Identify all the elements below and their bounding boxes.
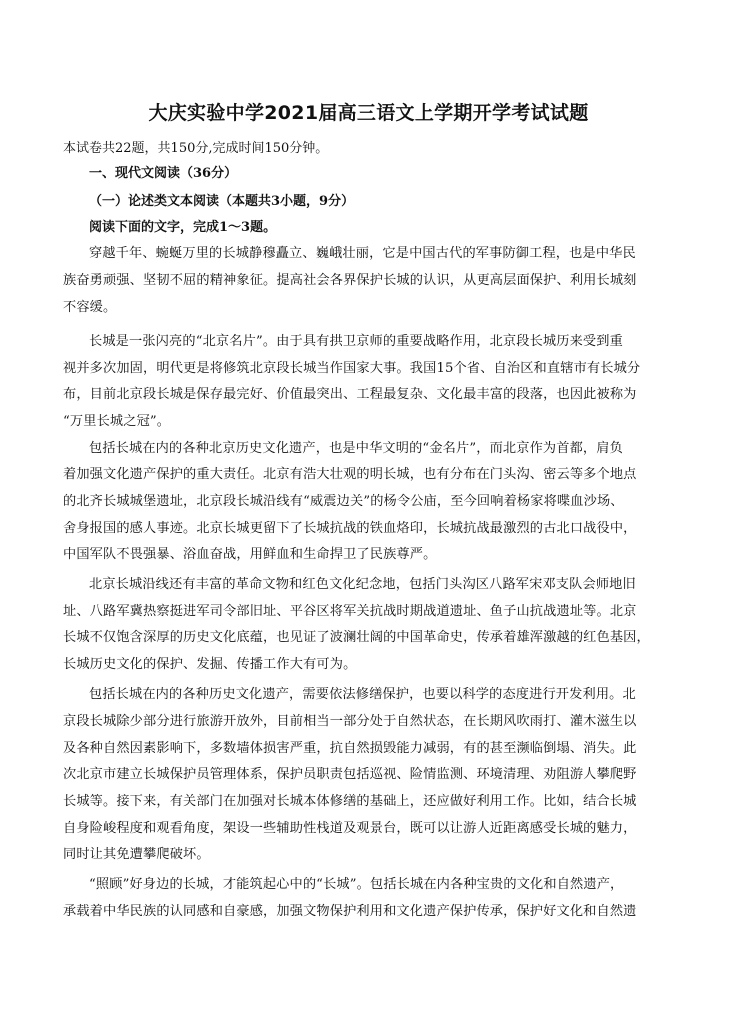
paragraph-line: 北京长城沿线还有丰富的革命文物和红色文化纪念地，包括门头沟区八路军宋邓支队会师地旧: [89, 577, 636, 592]
paragraph-line: 长城等。接下来，有关部门在加强对长城本体修缮的基础上，还应做好利用工作。比如，结合长城: [63, 794, 637, 809]
paragraph-line: 视并多次加固，明代更是将修筑北京段长城当作国家大事。我国15个省、自治区和直辖市有长城分: [63, 361, 641, 376]
reading-instruction: 阅读下面的文字，完成1～3题。: [89, 220, 277, 235]
paragraph-line: 及各种自然因素影响下，多数墙体损害严重，抗自然损毁能力减弱，有的甚至濒临倒塌、消失。此: [63, 741, 637, 756]
page-title: 大庆实验中学2021届高三语文上学期开学考试试题: [148, 102, 589, 124]
paragraph-line: 舍身报国的感人事迹。北京长城更留下了长城抗战的铁血烙印，长城抗战最激烈的古北口战役中，: [63, 521, 637, 536]
paragraph-line: 布，目前北京段长城是保存最完好、价值最突出、工程最复杂、文化最丰富的段落，也因此被称为: [63, 387, 637, 402]
paragraph-line: 的北齐长城城堡遗址，北京段长城沿线有“威震边关”的杨令公庙，至今回响着杨家将喋血沙场、: [63, 494, 624, 509]
paragraph-line: “万里长城之冠”。: [63, 414, 171, 429]
paragraph-line: 长城不仅饱含深厚的历史文化底蕴，也见证了波澜壮阔的中国革命史，传承着雄浑激越的红色基因，: [63, 630, 650, 645]
paragraph-line: “照顾”好身边的长城，才能筑起心中的“长城”。包括长城在内各种宝贵的文化和自然遗产，: [89, 877, 624, 892]
paragraph-line: 不容缓。: [63, 300, 117, 315]
paragraph-line: 自身险峻程度和观看角度，架设一些辅助性栈道及观景台，既可以让游人近距离感受长城的魅力，: [63, 821, 637, 836]
paragraph-line: 包括长城在内的各种历史文化遗产，需要依法修缮保护，也要以科学的态度进行开发利用。北: [89, 687, 636, 702]
paragraph-line: 京段长城除少部分进行旅游开放外，目前相当一部分处于自然状态，在长期风吹雨打、灌木滋生以: [63, 714, 637, 729]
paragraph-line: 穿越千年、蜿蜒万里的长城静穆矗立、巍峨壮丽，它是中国古代的军事防御工程，也是中华民: [89, 246, 636, 261]
paragraph-line: 着加强文化遗产保护的重大责任。北京有浩大壮观的明长城，也有分布在门头沟、密云等多个地点: [63, 467, 637, 482]
paragraph-line: 承载着中华民族的认同感和自豪感，加强文物保护利用和文化遗产保护传承，保护好文化和自然遗: [63, 904, 637, 919]
subsection-heading: （一）论述类文本阅读（本题共3小题，9分）: [89, 194, 355, 209]
section-heading: 一、现代文阅读（36分）: [89, 166, 238, 181]
paragraph-line: 址、八路军冀热察挺进军司令部旧址、平谷区将军关抗战时期战道遗址、鱼子山抗战遗址等。北京: [63, 604, 637, 619]
paragraph-line: 同时让其免遭攀爬破坏。: [63, 847, 210, 862]
paragraph-line: 次北京市建立长城保护员管理体系，保护员职责包括巡视、险情监测、环境清理、劝阻游人攀爬野: [63, 767, 637, 782]
paragraph-line: 长城历史文化的保护、发掘、传播工作大有可为。: [63, 657, 357, 672]
paragraph-line: 包括长城在内的各种北京历史文化遗产，也是中华文明的“金名片”，而北京作为首都，肩负: [89, 441, 623, 456]
paragraph-line: 中国军队不畏强暴、浴血奋战，用鲜血和生命捍卫了民族尊严。: [63, 547, 437, 562]
paragraph-line: 族奋勇顽强、坚韧不屈的精神象征。提高社会各界保护长城的认识，从更高层面保护、利用长城刻: [63, 273, 637, 288]
paragraph-line: 长城是一张闪亮的“北京名片”。由于具有拱卫京师的重要战略作用，北京段长城历来受到重: [89, 334, 623, 349]
exam-info: 本试卷共22题，共150分,完成时间150分钟。: [63, 141, 329, 156]
